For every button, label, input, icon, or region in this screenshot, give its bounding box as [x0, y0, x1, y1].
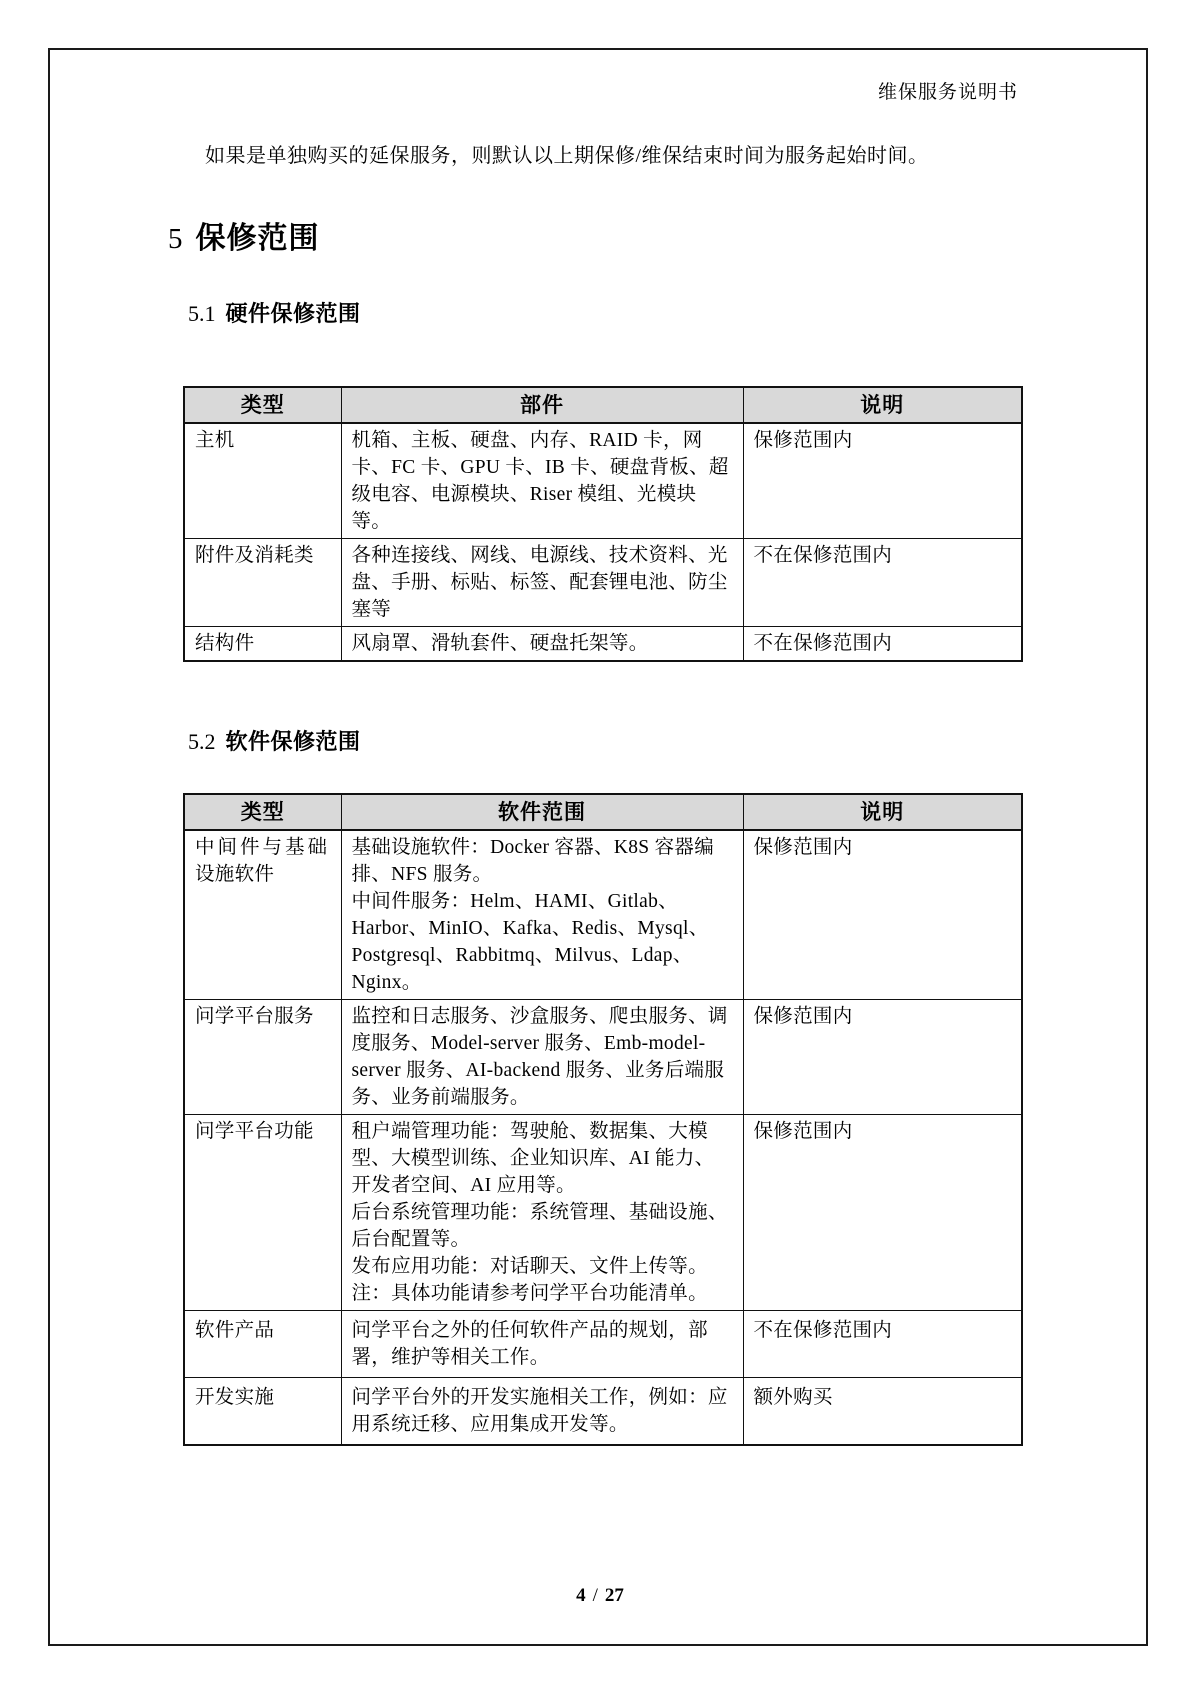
cell-note: 不在保修范围内 — [743, 1311, 1022, 1378]
cell-note: 额外购买 — [743, 1378, 1022, 1446]
page-border-frame — [48, 48, 1148, 1646]
cell-type: 结构件 — [184, 627, 341, 662]
subsection-heading-software — [188, 726, 1018, 760]
section-heading — [168, 219, 1018, 264]
subsection-title: 硬件保修范围 — [225, 301, 361, 326]
table-row — [184, 423, 1022, 539]
table-row — [184, 1378, 1022, 1446]
cell-type-line: 设施软件 — [195, 864, 275, 885]
scope-paragraph: 发布应用功能：对话聊天、文件上传等。 — [351, 1256, 708, 1277]
cell-scope — [341, 1311, 743, 1378]
cell-parts: 各种连接线、网线、电源线、技术资料、光盘、手册、标贴、标签、配套锂电池、防尘塞等 — [341, 539, 743, 627]
cell-parts: 机箱、主板、硬盘、内存、RAID 卡，网卡、FC 卡、GPU 卡、IB 卡、硬盘背板、超级电容、电源模块、Riser 模组、光模块等。 — [341, 423, 743, 539]
table-row — [184, 830, 1022, 1000]
table-row — [184, 1115, 1022, 1311]
cell-scope — [341, 1378, 743, 1446]
table-row — [184, 1311, 1022, 1378]
intro-paragraph: 如果是单独购买的延保服务，则默认以上期保修/维保结束时间为服务起始时间。 — [205, 145, 929, 167]
scope-paragraph: 基础设施软件：Docker 容器、K8S 容器编排、NFS 服务。 — [351, 837, 715, 885]
cell-type: 开发实施 — [184, 1378, 341, 1446]
subsection-number: 5.1 — [188, 301, 216, 326]
scope-paragraph: 后台系统管理功能：系统管理、基础设施、后台配置等。 — [351, 1202, 728, 1250]
column-header-scope: 软件范围 — [341, 794, 743, 830]
cell-note: 保修范围内 — [743, 1000, 1022, 1115]
scope-paragraph: 问学平台之外的任何软件产品的规划，部署，维护等相关工作。 — [351, 1320, 708, 1368]
cell-type-line: 中间件与基础 — [195, 837, 331, 858]
table-row — [184, 627, 1022, 662]
cell-type: 附件及消耗类 — [184, 539, 341, 627]
cell-type: 问学平台服务 — [184, 1000, 341, 1115]
column-header-type: 类型 — [184, 387, 341, 423]
column-header-parts: 部件 — [341, 387, 743, 423]
page-number — [0, 1585, 1200, 1607]
section-title: 保修范围 — [195, 222, 320, 255]
scope-paragraph: 租户端管理功能：驾驶舱、数据集、大模型、大模型训练、企业知识库、AI 能力、开发者空间、AI 应用等。 — [351, 1121, 715, 1196]
column-header-note: 说明 — [743, 794, 1022, 830]
table-header-row — [184, 794, 1022, 830]
cell-parts: 风扇罩、滑轨套件、硬盘托架等。 — [341, 627, 743, 662]
cell-type: 主机 — [184, 423, 341, 539]
scope-paragraph: 监控和日志服务、沙盒服务、爬虫服务、调度服务、Model-server 服务、Emb-model-server 服务、AI-backend 服务、业务后端服务、业务前端服务。 — [351, 1006, 728, 1108]
cell-scope — [341, 1000, 743, 1115]
cell-scope — [341, 830, 743, 1000]
cell-note: 保修范围内 — [743, 423, 1022, 539]
subsection-heading-hardware — [188, 298, 1018, 332]
scope-paragraph: 中间件服务：Helm、HAMI、Gitlab、Harbor、MinIO、Kafka、Redis、Mysql、Postgresql、Rabbitmq、Milvus、Ldap、Nginx。 — [351, 891, 709, 993]
scope-paragraph: 注：具体功能请参考问学平台功能清单。 — [351, 1283, 708, 1304]
cell-type: 软件产品 — [184, 1311, 341, 1378]
cell-note: 保修范围内 — [743, 1115, 1022, 1311]
column-header-type: 类型 — [184, 794, 341, 830]
cell-note: 不在保修范围内 — [743, 627, 1022, 662]
section-number: 5 — [168, 223, 183, 255]
page-number-separator: / — [592, 1585, 598, 1606]
cell-note: 保修范围内 — [743, 830, 1022, 1000]
table-header-row — [184, 387, 1022, 423]
scope-paragraph: 问学平台外的开发实施相关工作，例如：应用系统迁移、应用集成开发等。 — [351, 1387, 728, 1435]
subsection-title: 软件保修范围 — [225, 729, 361, 754]
subsection-number: 5.2 — [188, 729, 216, 754]
current-page-number: 4 — [576, 1585, 586, 1606]
table-row — [184, 1000, 1022, 1115]
cell-scope — [341, 1115, 743, 1311]
table-row — [184, 539, 1022, 627]
cell-type — [184, 830, 341, 1000]
total-page-count: 27 — [604, 1585, 624, 1606]
cell-type: 问学平台功能 — [184, 1115, 341, 1311]
software-warranty-table — [183, 793, 1023, 1446]
column-header-note: 说明 — [743, 387, 1022, 423]
cell-note: 不在保修范围内 — [743, 539, 1022, 627]
document-header-title: 维保服务说明书 — [877, 82, 1018, 103]
hardware-warranty-table — [183, 386, 1023, 662]
